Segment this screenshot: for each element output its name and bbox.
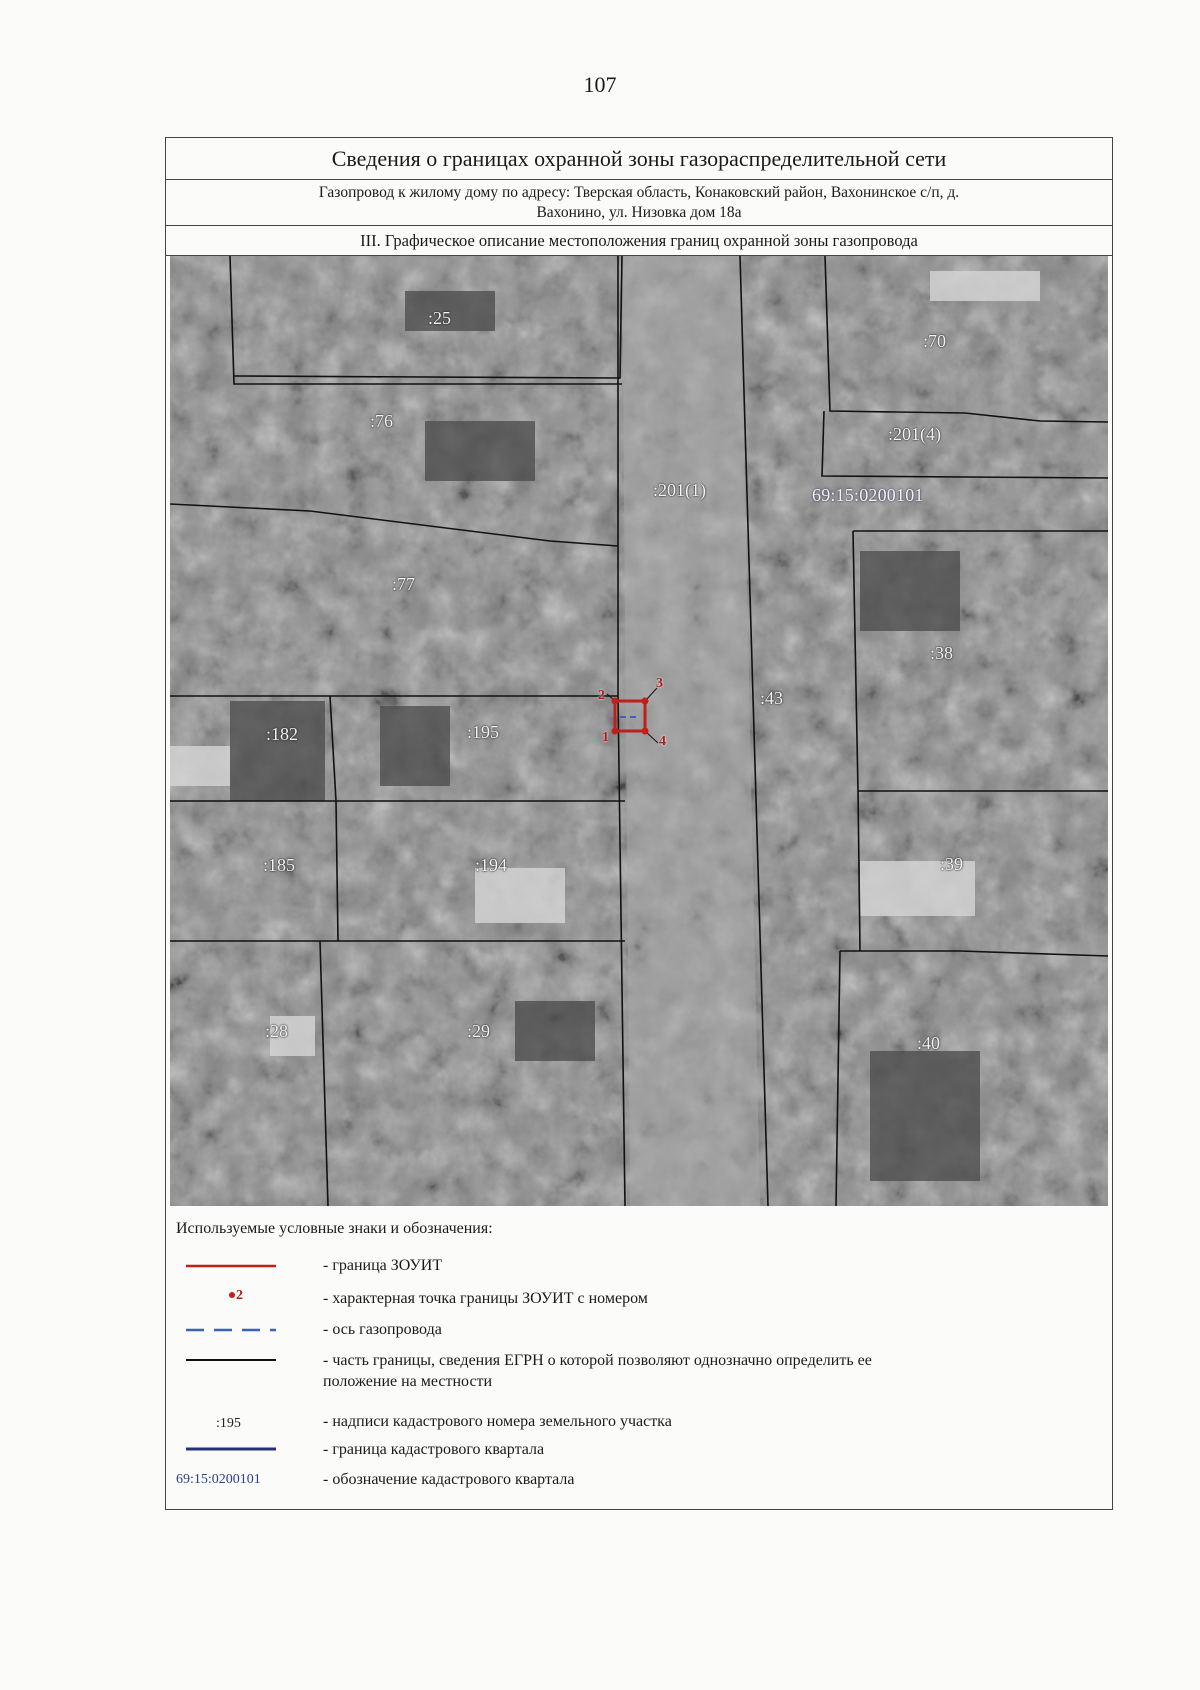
legend-text-gas-axis: - ось газопровода	[323, 1321, 442, 1338]
legend-text-quarter-boundary: - граница кадастрового квартала	[323, 1441, 545, 1458]
plot-label-70: :70	[923, 331, 947, 351]
plot-label-194: :194	[475, 855, 508, 875]
cadastral-number-sample: :195	[216, 1416, 241, 1431]
document-frame	[165, 137, 1113, 1510]
legend	[166, 1208, 1112, 1504]
legend-text-parcel-boundary-line-2: положение на местности	[323, 1373, 493, 1390]
cadastral-map	[170, 256, 1108, 1206]
plot-label-185: :185	[263, 855, 296, 875]
plot-label-43: :43	[760, 688, 784, 708]
plot-label-39: :39	[940, 854, 964, 874]
zone-point-3	[642, 698, 649, 705]
object-description-line-1: Газопровод к жилому дому по адресу: Тверская область, Конаковский район, Вахонинское с/п, д.	[318, 184, 960, 201]
zone-point-1	[612, 728, 619, 735]
section-heading: III. Графическое описание местоположения границ охранной зоны газопровода	[166, 226, 1112, 256]
plot-label-201-1: :201(1)	[653, 480, 706, 500]
point-label-2: 2	[598, 688, 605, 703]
black-line-symbol	[176, 1350, 281, 1378]
legend-text-cadastral-number: - надписи кадастрового номера земельного участка	[323, 1413, 672, 1430]
plot-label-40: :40	[917, 1033, 941, 1053]
quarter-designation-sample: 69:15:0200101	[176, 1472, 261, 1487]
point-label-4: 4	[659, 734, 666, 749]
plot-label-195: :195	[467, 722, 500, 742]
legend-text-quarter-designation: - обозначение кадастрового квартала	[323, 1471, 575, 1488]
point-label-1: 1	[602, 730, 609, 745]
legend-text-parcel-boundary-line-1: - часть границы, сведения ЕГРН о которой позволяют однозначно определить ее	[323, 1352, 872, 1369]
legend-title: Используемые условные знаки и обозначения:	[176, 1220, 493, 1237]
object-description	[166, 180, 1112, 226]
document-title: Сведения о границах охранной зоны газораспределительной сети	[166, 138, 1112, 180]
plot-label-201-4: :201(4)	[888, 424, 941, 444]
plot-label-77: :77	[392, 574, 416, 594]
page-number: 107	[583, 72, 617, 97]
zone-point-4	[642, 728, 649, 735]
blue-dashed-line-symbol	[176, 1316, 281, 1344]
legend-point-number: 2	[236, 1288, 243, 1303]
plot-label-28: :28	[265, 1021, 289, 1041]
plot-label-76: :76	[370, 411, 394, 431]
point-label-3: 3	[656, 676, 663, 691]
zone-point-2	[612, 698, 619, 705]
legend-text-point: - характерная точка границы ЗОУИТ с номером	[323, 1290, 648, 1307]
red-point-symbol	[176, 1284, 281, 1312]
plot-label-25: :25	[428, 308, 452, 328]
red-line-symbol	[176, 1252, 281, 1280]
object-description-line-2: Вахонино, ул. Низовка дом 18а	[536, 204, 742, 221]
aerial-photo-with-boundaries	[170, 256, 1108, 1206]
dark-blue-line-symbol	[176, 1436, 281, 1464]
plot-label-182: :182	[266, 724, 299, 744]
plot-label-38: :38	[930, 643, 954, 663]
legend-text-parcel-boundary	[323, 1350, 1063, 1392]
legend-text-zone-boundary: - граница ЗОУИТ	[323, 1257, 443, 1274]
plot-label-29: :29	[467, 1021, 491, 1041]
quarter-label: 69:15:0200101	[812, 485, 924, 505]
